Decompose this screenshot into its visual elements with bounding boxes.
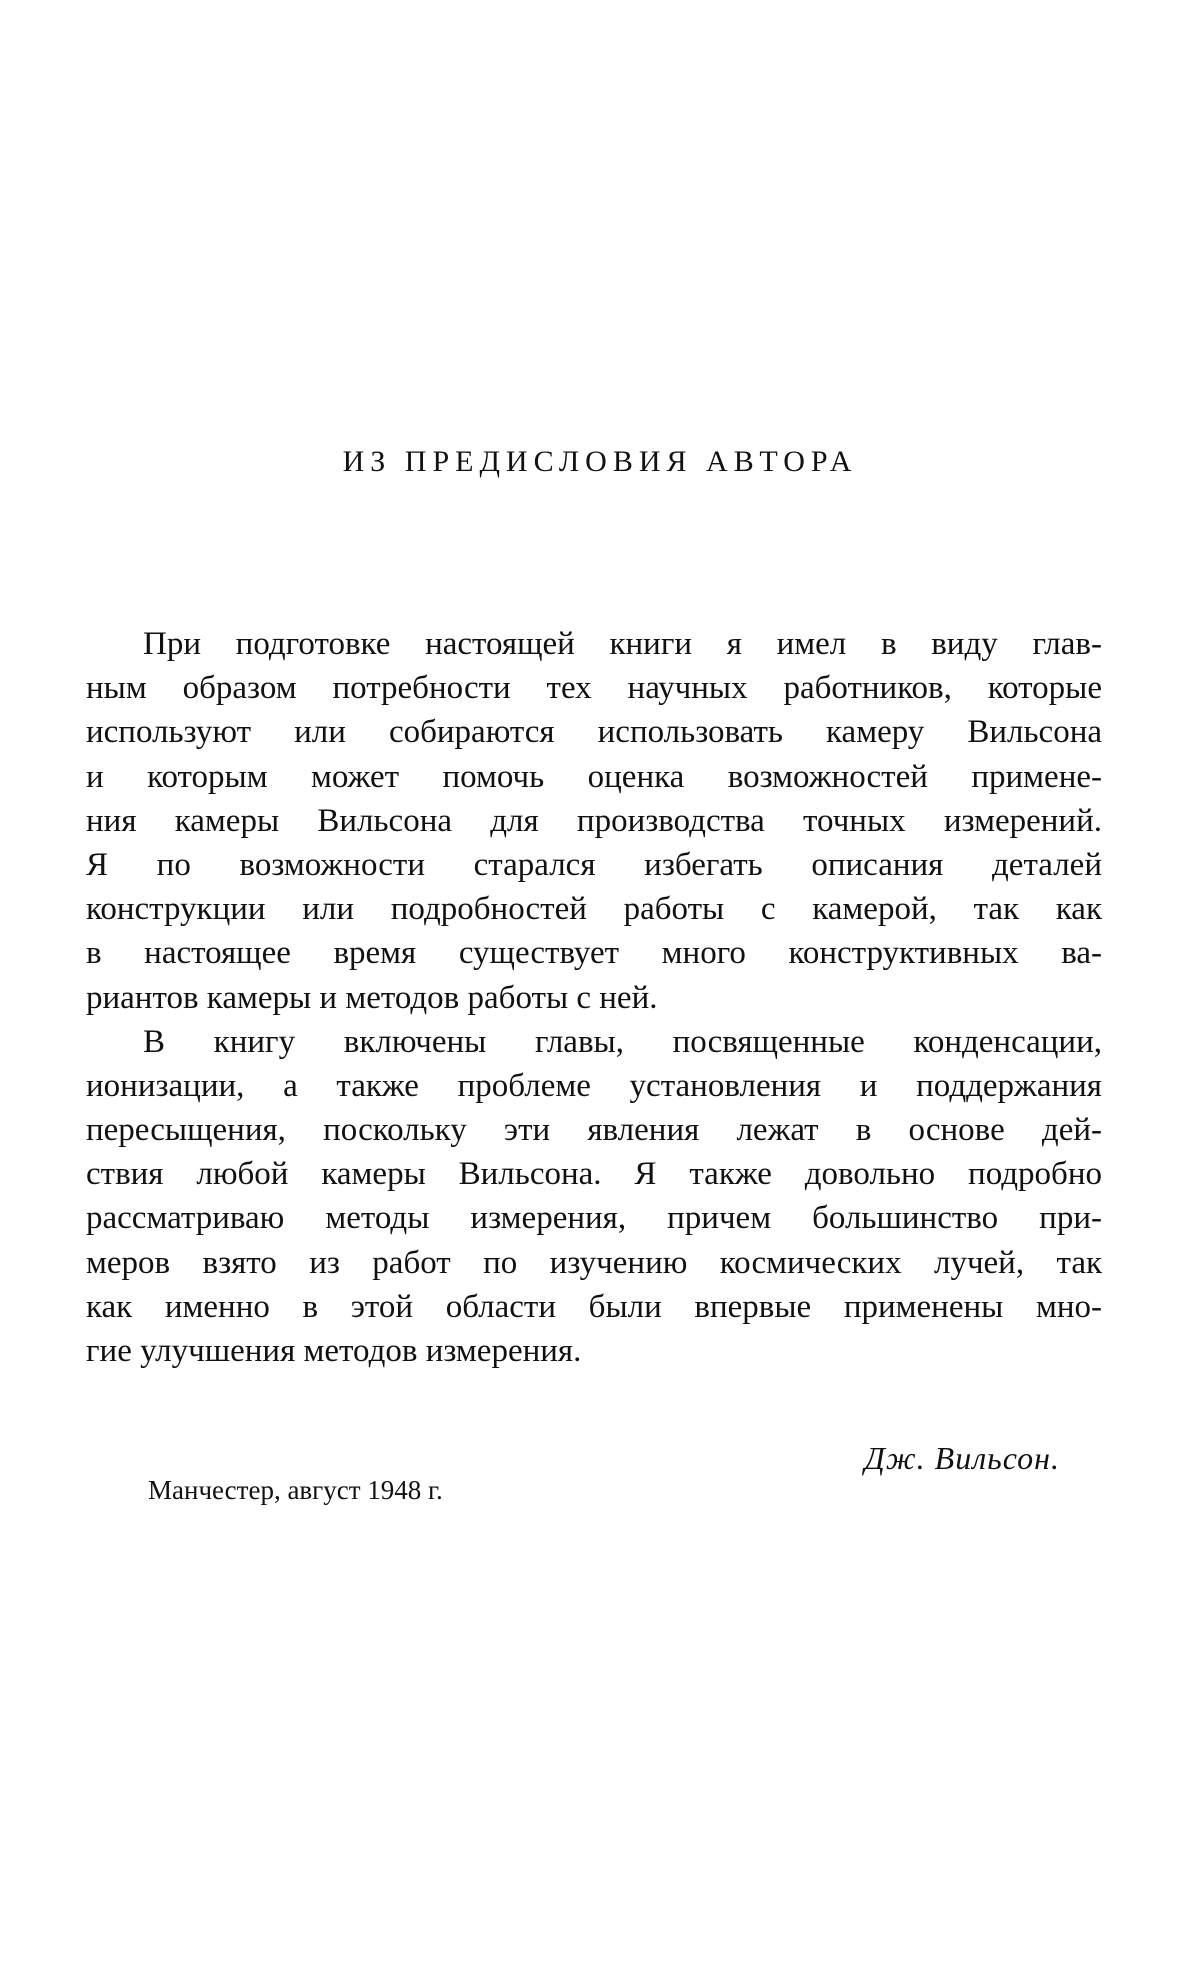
- text-line: риантов камеры и методов работы с ней.: [86, 979, 658, 1016]
- text-line: ния камеры Вильсона для производства точных измерений.: [86, 802, 1102, 839]
- author-signature: Дж. Вильсон.: [864, 1440, 1060, 1476]
- text-line: В книгу включены главы, посвященные конденсации,: [143, 1023, 1102, 1060]
- preface-text: [86, 622, 1102, 1373]
- text-line: и которым может помочь оценка возможностей примене-: [86, 758, 1102, 795]
- text-line: пересыщения, поскольку эти явления лежат в основе дей-: [86, 1112, 1102, 1149]
- text-line: меров взято из работ по изучению космических лучей, так: [86, 1244, 1102, 1281]
- text-line: используют или собираются использовать камеру Вильсона: [86, 714, 1102, 751]
- text-line: в настоящее время существует много конструктивных ва-: [86, 935, 1102, 972]
- paragraph-1: [86, 622, 1102, 1020]
- paragraph-2: [86, 1020, 1102, 1374]
- page-heading: ИЗ ПРЕДИСЛОВИЯ АВТОРА: [342, 445, 858, 478]
- text-line: Я по возможности старался избегать описания деталей: [86, 846, 1102, 883]
- text-line: гие улучшения методов измерения.: [86, 1333, 582, 1369]
- text-line: конструкции или подробностей работы с камерой, так как: [86, 891, 1102, 928]
- text-line: как именно в этой области были впервые применены мно-: [86, 1288, 1102, 1325]
- text-line: рассматриваю методы измерения, причем большинство при-: [86, 1200, 1102, 1237]
- place-and-date: Манчестер, август 1948 г.: [148, 1475, 443, 1505]
- text-line: ствия любой камеры Вильсона. Я также довольно подробно: [86, 1156, 1102, 1193]
- text-line: ионизации, а также проблеме установления и поддержания: [86, 1067, 1102, 1104]
- text-line: При подготовке настоящей книги я имел в виду глав-: [143, 626, 1102, 662]
- text-line: ным образом потребности тех научных работников, которые: [86, 670, 1102, 707]
